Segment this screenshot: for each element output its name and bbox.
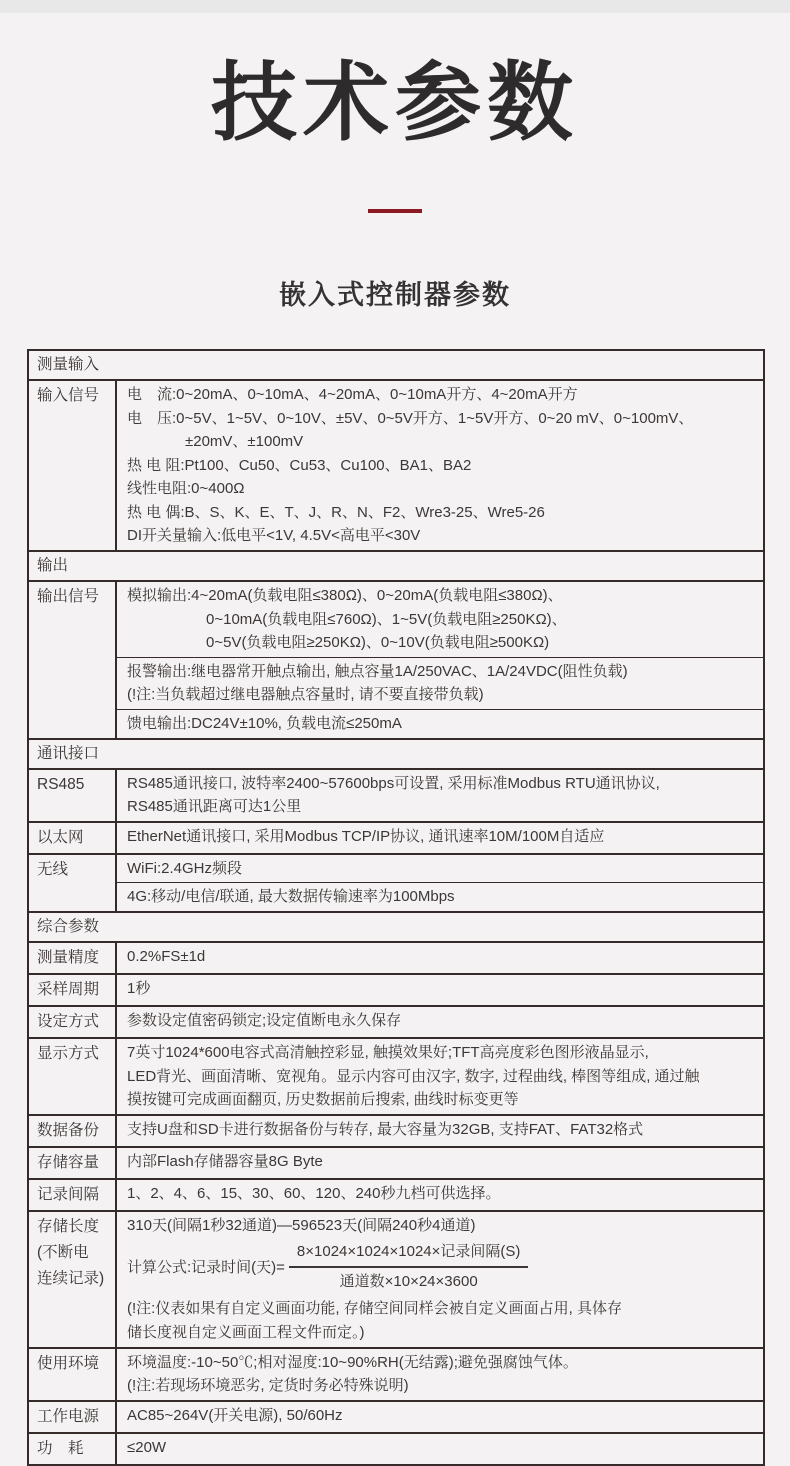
table-row bbox=[29, 1114, 763, 1146]
spec-line: 电 压:0~5V、1~5V、0~10V、±5V、0~5V开方、1~5V开方、0~20 mV、0~100mV、 bbox=[127, 409, 694, 427]
table-row bbox=[29, 853, 763, 911]
row-content bbox=[117, 1039, 763, 1114]
row-label-line: 存储长度 bbox=[37, 1217, 100, 1235]
spec-cell bbox=[117, 975, 763, 1005]
spec-cell bbox=[117, 855, 763, 883]
row-content bbox=[117, 1212, 763, 1347]
table-row bbox=[29, 941, 763, 973]
row-label-line: 显示方式 bbox=[37, 1045, 100, 1063]
spec-line: 1、2、4、6、15、30、60、120、240秒九档可供选择。 bbox=[127, 1184, 501, 1202]
row-label-line: RS485 bbox=[37, 775, 85, 793]
spec-cell bbox=[117, 1007, 763, 1037]
row-label-line: 输出信号 bbox=[37, 588, 100, 606]
row-label-line: 输入信号 bbox=[37, 386, 100, 404]
row-content bbox=[117, 1434, 763, 1464]
row-label-line: 连续记录) bbox=[37, 1269, 105, 1287]
spec-cell bbox=[117, 943, 763, 973]
row-label bbox=[29, 1434, 117, 1464]
row-label-line: 功 耗 bbox=[37, 1439, 84, 1457]
table-row bbox=[29, 580, 763, 738]
table-row bbox=[29, 1005, 763, 1037]
spec-line: ≤20W bbox=[127, 1438, 167, 1456]
spec-cell bbox=[117, 1116, 763, 1146]
row-label-line: 设定方式 bbox=[37, 1013, 100, 1031]
row-content bbox=[117, 1116, 763, 1146]
row-label bbox=[29, 381, 117, 550]
spec-line: RS485通讯距离可达1公里 bbox=[127, 798, 302, 816]
spec-line: 热 电 偶:B、S、K、E、T、J、R、N、F2、Wre3-25、Wre5-26 bbox=[127, 503, 545, 521]
spec-cell bbox=[117, 1434, 763, 1464]
spec-line: 线性电阻:0~400Ω bbox=[127, 480, 245, 498]
row-label bbox=[29, 1180, 117, 1210]
spec-cell bbox=[117, 770, 763, 821]
spec-cell bbox=[117, 1349, 763, 1400]
spec-line: 4G:移动/电信/联通, 最大数据传输速率为100Mbps bbox=[127, 888, 455, 906]
row-label bbox=[29, 770, 117, 821]
formula-denominator: 通道数×10×24×3600 bbox=[289, 1266, 528, 1294]
formula-numerator: 8×1024×1024×1024×记录间隔(S) bbox=[296, 1243, 521, 1261]
spec-line: WiFi:2.4GHz频段 bbox=[127, 859, 243, 877]
row-label-line: 以太网 bbox=[37, 828, 84, 846]
row-label bbox=[29, 1402, 117, 1432]
row-label-line: 工作电源 bbox=[37, 1407, 100, 1425]
spec-cell bbox=[117, 1402, 763, 1432]
spec-line: 0~10mA(负载电阻≤760Ω)、1~5V(负载电阻≥250KΩ)、 bbox=[206, 610, 567, 628]
spec-line: 储长度视自定义画面工程文件而定。) bbox=[127, 1323, 365, 1341]
row-content bbox=[117, 823, 763, 853]
spec-line: 7英寸1024*600电容式高清触控彩显, 触摸效果好;TFT高亮度彩色图形液晶显示, bbox=[127, 1044, 649, 1062]
spec-cell bbox=[117, 823, 763, 853]
spec-line: 1秒 bbox=[127, 980, 151, 998]
page-title: 技术参数 bbox=[211, 55, 579, 151]
row-label-line: 测量精度 bbox=[37, 949, 100, 967]
table-row bbox=[29, 379, 763, 550]
spec-cell bbox=[117, 709, 763, 738]
row-label bbox=[29, 943, 117, 973]
spec-line: 报警输出:继电器常开触点输出, 触点容量1A/250VAC、1A/24VDC(阻性负载) bbox=[127, 662, 628, 680]
row-label bbox=[29, 975, 117, 1005]
row-label-line: 数据备份 bbox=[37, 1121, 100, 1139]
row-label bbox=[29, 1212, 117, 1347]
table-row bbox=[29, 1347, 763, 1400]
spec-line: 模拟输出:4~20mA(负载电阻≤380Ω)、0~20mA(负载电阻≤380Ω)、 bbox=[127, 587, 563, 605]
storage-formula bbox=[127, 1240, 759, 1294]
table-row bbox=[29, 1037, 763, 1114]
row-content bbox=[117, 582, 763, 738]
row-label-line: 使用环境 bbox=[37, 1354, 100, 1372]
spec-line: 支持U盘和SD卡进行数据备份与转存, 最大容量为32GB, 支持FAT、FAT32格式 bbox=[127, 1120, 644, 1138]
table-row bbox=[29, 1178, 763, 1210]
table-row bbox=[29, 1400, 763, 1432]
row-content bbox=[117, 381, 763, 550]
spec-line: 馈电输出:DC24V±10%, 负载电流≤250mA bbox=[127, 715, 402, 733]
table-row bbox=[29, 973, 763, 1005]
spec-line: (!注:当负载超过继电器触点容量时, 请不要直接带负载) bbox=[127, 686, 484, 704]
section-label: 测量输入 bbox=[37, 355, 100, 373]
row-content bbox=[117, 1007, 763, 1037]
section-label: 通讯接口 bbox=[37, 744, 100, 762]
spec-cell bbox=[117, 1039, 763, 1114]
row-label bbox=[29, 823, 117, 853]
spec-table bbox=[27, 349, 765, 1466]
row-label bbox=[29, 1116, 117, 1146]
row-content bbox=[117, 770, 763, 821]
row-label-line: 采样周期 bbox=[37, 981, 100, 999]
spec-line: RS485通讯接口, 波特率2400~57600bps可设置, 采用标准Modbus RTU通讯协议, bbox=[127, 774, 660, 792]
spec-line: 310天(间隔1秒32通道)—596523天(间隔240秒4通道) bbox=[127, 1216, 476, 1234]
page-subtitle: 嵌入式控制器参数 bbox=[279, 279, 511, 310]
formula-prefix: 计算公式:记录时间(天)= bbox=[127, 1258, 285, 1276]
spec-line: 内部Flash存储器容量8G Byte bbox=[127, 1152, 323, 1170]
spec-cell bbox=[117, 1148, 763, 1178]
section-row bbox=[29, 738, 763, 768]
row-label-line: 记录间隔 bbox=[37, 1185, 100, 1203]
top-strip bbox=[0, 0, 790, 13]
spec-line: 电 流:0~20mA、0~10mA、4~20mA、0~10mA开方、4~20mA开方 bbox=[127, 385, 578, 403]
spec-line: 0~5V(负载电阻≥250KΩ)、0~10V(负载电阻≥500KΩ) bbox=[206, 634, 550, 652]
section-label: 输出 bbox=[37, 557, 69, 575]
spec-line: 热 电 阻:Pt100、Cu50、Cu53、Cu100、BA1、BA2 bbox=[127, 456, 472, 474]
spec-cell bbox=[117, 381, 763, 550]
spec-line: (!注:若现场环境恶劣, 定货时务必特殊说明) bbox=[127, 1377, 409, 1395]
row-label-line: (不断电 bbox=[37, 1243, 89, 1261]
spec-line: (!注:仪表如果有自定义画面功能, 存储空间同样会被自定义画面占用, 具体存 bbox=[127, 1300, 623, 1318]
row-content bbox=[117, 1180, 763, 1210]
spec-cell bbox=[117, 582, 763, 657]
section-row bbox=[29, 911, 763, 941]
spec-line: 参数设定值密码锁定;设定值断电永久保存 bbox=[127, 1012, 402, 1030]
table-row bbox=[29, 821, 763, 853]
row-content bbox=[117, 1148, 763, 1178]
row-label bbox=[29, 1007, 117, 1037]
fraction bbox=[289, 1240, 528, 1294]
spec-cell bbox=[117, 882, 763, 911]
spec-line: EtherNet通讯接口, 采用Modbus TCP/IP协议, 通讯速率10M/100M自适应 bbox=[127, 827, 605, 845]
table-row bbox=[29, 1210, 763, 1347]
row-content bbox=[117, 943, 763, 973]
spec-line: DI开关量输入:低电平<1V, 4.5V<高电平<30V bbox=[127, 527, 421, 545]
row-content bbox=[117, 855, 763, 911]
spec-line: ±20mV、±100mV bbox=[185, 433, 304, 451]
section-label: 综合参数 bbox=[37, 918, 100, 936]
spec-line: LED背光、画面清晰、宽视角。显示内容可由汉字, 数字, 过程曲线, 棒图等组成, 通过触 bbox=[127, 1067, 700, 1085]
table-row bbox=[29, 768, 763, 821]
row-label bbox=[29, 855, 117, 911]
red-divider bbox=[368, 209, 422, 213]
spec-cell bbox=[117, 657, 763, 709]
row-label-line: 存储容量 bbox=[37, 1153, 100, 1171]
row-label bbox=[29, 1349, 117, 1400]
table-row bbox=[29, 1432, 763, 1464]
row-content bbox=[117, 1402, 763, 1432]
spec-line: 0.2%FS±1d bbox=[127, 948, 206, 966]
row-content bbox=[117, 975, 763, 1005]
table-row bbox=[29, 1146, 763, 1178]
spec-line: 摸按键可完成画面翻页, 历史数据前后搜索, 曲线时标变更等 bbox=[127, 1091, 519, 1109]
row-label-line: 无线 bbox=[37, 860, 69, 878]
row-content bbox=[117, 1349, 763, 1400]
row-label bbox=[29, 582, 117, 738]
row-label bbox=[29, 1148, 117, 1178]
spec-cell bbox=[117, 1212, 763, 1347]
spec-line: AC85~264V(开关电源), 50/60Hz bbox=[127, 1406, 343, 1424]
spec-cell bbox=[117, 1180, 763, 1210]
section-row bbox=[29, 550, 763, 580]
spec-line: 环境温度:-10~50℃;相对湿度:10~90%RH(无结露);避免强腐蚀气体。 bbox=[127, 1353, 578, 1371]
row-label bbox=[29, 1039, 117, 1114]
section-row bbox=[29, 351, 763, 379]
